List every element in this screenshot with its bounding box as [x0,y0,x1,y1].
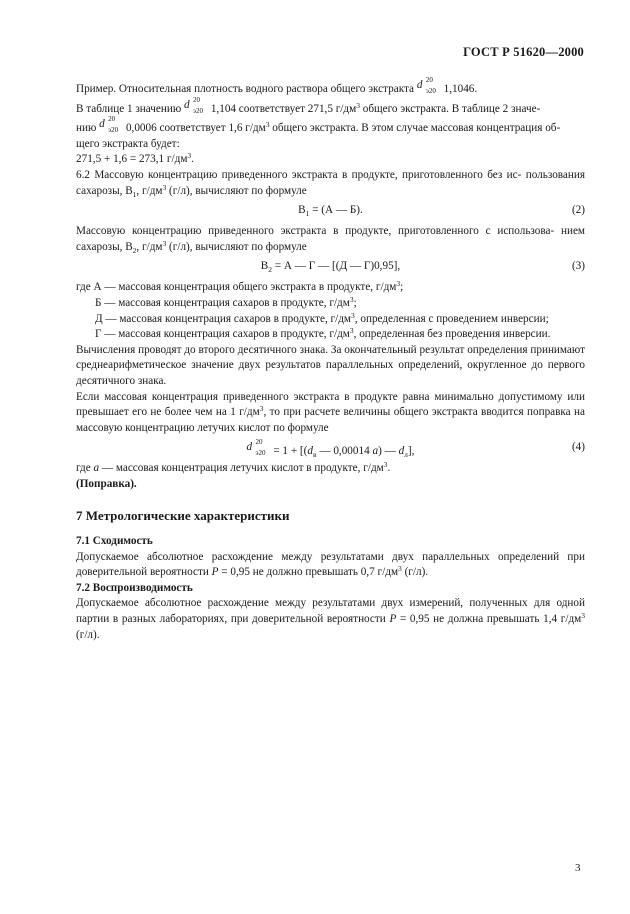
calculation-paragraph: Вычисления проводят до второго десятичного знака. За окончательный результат определения принимают среднеарифметическое значение двух результатов параллельных определений, округленное до первого десятичного знака. [76,343,585,387]
example-line-1: Пример. Относительная плотность водного раствора общего экстракта d 20 э20 1,1046. [76,76,478,95]
volatile-acid-definition: где a — массовая концентрация летучих кислот в продукте, $г/дм^3$. [76,460,391,475]
standard-header: ГОСТ Р 51620—2000 [463,45,584,59]
example-line-2: В таблице 1 значению d 20 э20 1,104 соответствует 271,5 $г/дм^3$ общего экстракта. В таблице 2 значе- [76,95,541,115]
amendment-note: (Поправка). [76,477,137,490]
formula-number: (3) [571,260,585,273]
formula-4: d 20 э20 = $1 + [(d_в$ — 0,00014 a) — $d_л$], (4) [246,438,585,460]
density-symbol: d 20 э20 [99,115,119,135]
example-calc: 271,5 + 1,6 = 273,1 $г/дм^3$. [76,151,194,166]
section-7-1-title: 7.1 Сходимость [76,535,153,548]
document-body [76,78,585,643]
section-7-2-text: Допускаемое абсолютное расхождение между результатами двух измерений, полученных для одной партии в разных лабораториях, при доверительной вероятности P = 0,95 не должна превышать 1,4 $г/дм^3$ (г/л). [76,597,585,641]
variable-definitions: где А — массовая концентрация общего экстракта в продукте, $г/дм^3$; Б — массовая концентрация сахаров в продукте, $г/дм^3$; Д — массовая концентрация сахаров в продукте, $г/дм^3$, определенная с проведением инверсии; Г — массовая концентрация сахаров в продукте, $г/дм^3$, определенная без проведения инверсии. [76,279,551,341]
density-symbol: d 20 э20 [184,95,204,115]
formula-number: (4) [571,441,585,454]
density-symbol: d 20 э20 [246,438,266,458]
section-7-2-title: 7.2 Воспроизводимость [76,581,193,594]
page-number: 3 [575,862,581,874]
example-line-4: щего экстракта будет: [76,137,180,150]
density-symbol: d 20 э20 [416,76,436,95]
section-7-1-text: Допускаемое абсолютное расхождение между результатами двух параллельных определений при доверительной вероятности P = 0,95 не должно превышать 0,7 $г/дм^3$ (г/л). [76,550,585,579]
formula-number: (2) [571,204,585,217]
formula-3: $В_2 = А$ — Г — [(Д — Г)0,95], (3) [260,260,585,275]
formula-2: $В_1 = (А$ — Б). (2) [298,204,585,219]
sucrose-paragraph: Массовую концентрацию приведенного экстракта в продукте, приготовленного с использова- нием сахарозы, $В_2$, $г/дм^3$ (г/л), вычисляют по формуле [76,225,585,255]
section-6-2-paragraph: 6.2 Массовую концентрацию приведенного экстракта в продукте, приготовленного без ис- пользования сахарозы, $В_1$, $г/дм^3$ (г/л), вычисляют по формуле [76,168,586,199]
correction-paragraph: Если массовая концентрация приведенного экстракта в продукте равна минимально допустимому или превышает его не более чем на 1 $г/дм^3$, то при расчете величины общего экстракта вводится поправка на массовую концентрацию летучих кислот по формуле [76,390,585,434]
example-line-3: нию d 20 э20 0,0006 соответствует 1,6 $г/дм^3$ общего экстракта. В этом случае массовая концентрация об- [76,115,561,135]
section-7-title: 7 Метрологические характеристики [76,508,290,524]
